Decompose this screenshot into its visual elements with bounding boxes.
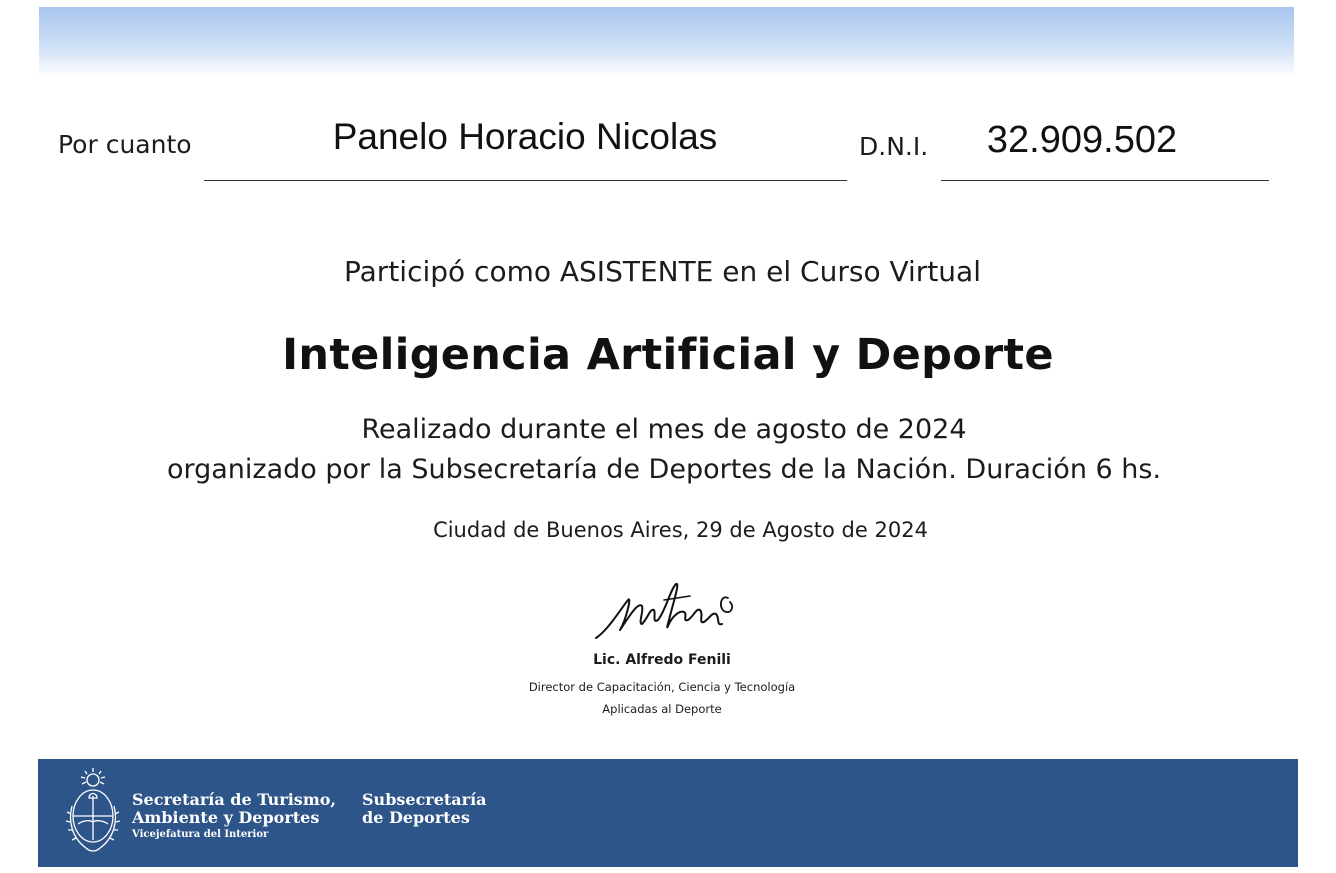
realizado-text: Realizado durante el mes de agosto de 2024 bbox=[361, 414, 967, 445]
secretaria-title-line1: Secretaría de Turismo, bbox=[132, 790, 336, 809]
subsecretaria-title-line1: Subsecretaría bbox=[362, 790, 487, 809]
dni-underline bbox=[941, 180, 1269, 181]
secretaria-subtitle: Vicejefatura del Interior bbox=[132, 829, 269, 840]
subsecretaria-title-line2: de Deportes bbox=[362, 808, 470, 827]
header-gradient-band bbox=[39, 7, 1294, 77]
organizado-text: organizado por la Subsecretaría de Deportes de la Nación. Duración 6 hs. bbox=[166, 454, 1162, 485]
dni-value: 32.909.502 bbox=[986, 119, 1178, 161]
place-date: Ciudad de Buenos Aires, 29 de Agosto de 2024 bbox=[433, 518, 928, 542]
recipient-name: Panelo Horacio Nicolas bbox=[332, 116, 718, 157]
dni-label: D.N.I. bbox=[859, 132, 929, 161]
participation-text: Participó como ASISTENTE en el Curso Virtual bbox=[344, 255, 981, 288]
por-cuanto-label: Por cuanto bbox=[58, 130, 192, 159]
signer-role-line2: Aplicadas al Deporte bbox=[602, 702, 722, 716]
name-underline bbox=[204, 180, 847, 181]
signer-name: Lic. Alfredo Fenili bbox=[593, 652, 731, 668]
handwritten-signature bbox=[590, 580, 740, 642]
secretaria-title-line2: Ambiente y Deportes bbox=[132, 808, 320, 827]
course-title: Inteligencia Artificial y Deporte bbox=[282, 330, 1054, 380]
argentina-coat-of-arms-icon bbox=[64, 766, 122, 856]
signer-role-line1: Director de Capacitación, Ciencia y Tecnología bbox=[528, 680, 796, 694]
